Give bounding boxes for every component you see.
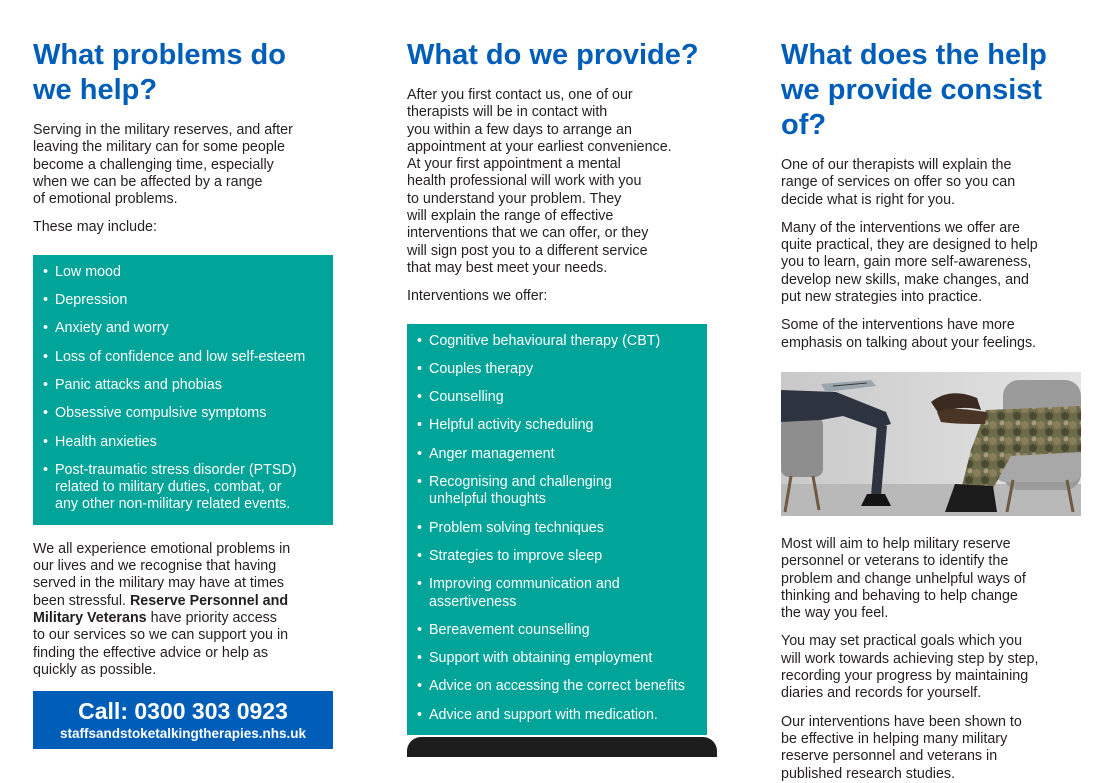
interventions-label: Interventions we offer: bbox=[407, 288, 548, 305]
help-para-4: Most will aim to help military reserve personnel or veterans to identify the problem and change unhelpful ways of thinking and behaving to help change the way you feel. bbox=[781, 535, 1026, 622]
list-item: • Post-traumatic stress disorder (PTSD) related to military duties, combat, or any other non-military related events. bbox=[43, 457, 323, 520]
next-panel-edge bbox=[407, 737, 717, 757]
problems-intro: Serving in the military reserves, and after leaving the military can for some people become a challenging time, especially when we can be affected by a range of emotional problems. bbox=[33, 122, 293, 208]
priority-bold-text: Reserve Personnel and Military Veterans bbox=[33, 592, 289, 626]
phone-number[interactable]: Call: 0300 303 0923 bbox=[78, 698, 288, 725]
list-item: • Advice and support with medication. bbox=[417, 702, 697, 730]
problems-heading: What problems do we help? bbox=[33, 39, 286, 106]
priority-text-1: We all experience emotional problems in our lives and we recognise that having served in the military may have at times been stressful. bbox=[33, 540, 291, 609]
list-item: • Anxiety and worry bbox=[43, 315, 323, 343]
list-item: • Problem solving techniques bbox=[417, 515, 697, 543]
list-item: • Anger management bbox=[417, 441, 697, 469]
may-include-label: These may include: bbox=[33, 219, 157, 236]
provide-intro: After you first contact us, one of our therapists will be in contact with you within a few days to arrange an appointment at your earliest convenience. At your first appointment a mental health professional will work with you to understand your problem. They will explain the range of effective interventions that we can offer, or they will sign post you to a different service that may best meet your needs. bbox=[407, 87, 672, 276]
problems-list-box bbox=[33, 255, 333, 525]
list-item: • Loss of confidence and low self-esteem bbox=[43, 344, 323, 372]
list-item: • Depression bbox=[43, 287, 323, 315]
help-para-2: Many of the interventions we offer are quite practical, they are designed to help you to learn, gain more self-awareness, develop new skills, make changes, and put new strategies into practice. bbox=[781, 219, 1038, 306]
call-box[interactable] bbox=[33, 691, 333, 749]
list-item: • Panic attacks and phobias bbox=[43, 372, 323, 400]
list-item: • Advice on accessing the correct benefits bbox=[417, 673, 697, 701]
website-link[interactable]: staffsandstoketalkingtherapies.nhs.uk bbox=[59, 726, 307, 742]
help-para-5: You may set practical goals which you will work towards achieving step by step, recording your progress by maintaining diaries and records for yourself. bbox=[781, 633, 1039, 702]
list-item: • Bereavement counselling bbox=[417, 617, 697, 645]
list-item: • Health anxieties bbox=[43, 429, 323, 457]
help-para-6: Our interventions have been shown to be effective in helping many military reserve personnel and veterans in published research studies. bbox=[781, 713, 1022, 782]
list-item: • Counselling bbox=[417, 384, 697, 412]
list-item: • Obsessive compulsive symptoms bbox=[43, 400, 323, 428]
therapy-session-photo bbox=[781, 372, 1081, 516]
column-provide bbox=[407, 38, 707, 735]
list-item: • Support with obtaining employment bbox=[417, 645, 697, 673]
interventions-list-box bbox=[407, 324, 707, 735]
priority-access-paragraph bbox=[33, 541, 333, 679]
priority-text-2: have priority access to our services so we can support you in finding the effective advice or help as quickly as possible. bbox=[33, 609, 289, 678]
column-help-consists bbox=[781, 38, 1081, 783]
problems-list bbox=[43, 259, 323, 520]
interventions-list bbox=[417, 328, 697, 730]
list-item: • Strategies to improve sleep bbox=[417, 543, 697, 571]
list-item: • Low mood bbox=[43, 259, 323, 287]
list-item: • Recognising and challenging unhelpful thoughts bbox=[417, 469, 697, 515]
help-para-1: One of our therapists will explain the range of services on offer so you can decide what is right for you. bbox=[781, 157, 1016, 208]
list-item: • Couples therapy bbox=[417, 356, 697, 384]
help-para-3: Some of the interventions have more emphasis on talking about your feelings. bbox=[781, 317, 1037, 351]
help-heading: What does the help we provide consist of? bbox=[781, 39, 1047, 141]
column-problems bbox=[33, 38, 333, 749]
list-item: • Helpful activity scheduling bbox=[417, 412, 697, 440]
list-item: • Improving communication and assertiveness bbox=[417, 571, 697, 617]
provide-heading: What do we provide? bbox=[407, 39, 699, 71]
list-item: • Cognitive behavioural therapy (CBT) bbox=[417, 328, 697, 356]
